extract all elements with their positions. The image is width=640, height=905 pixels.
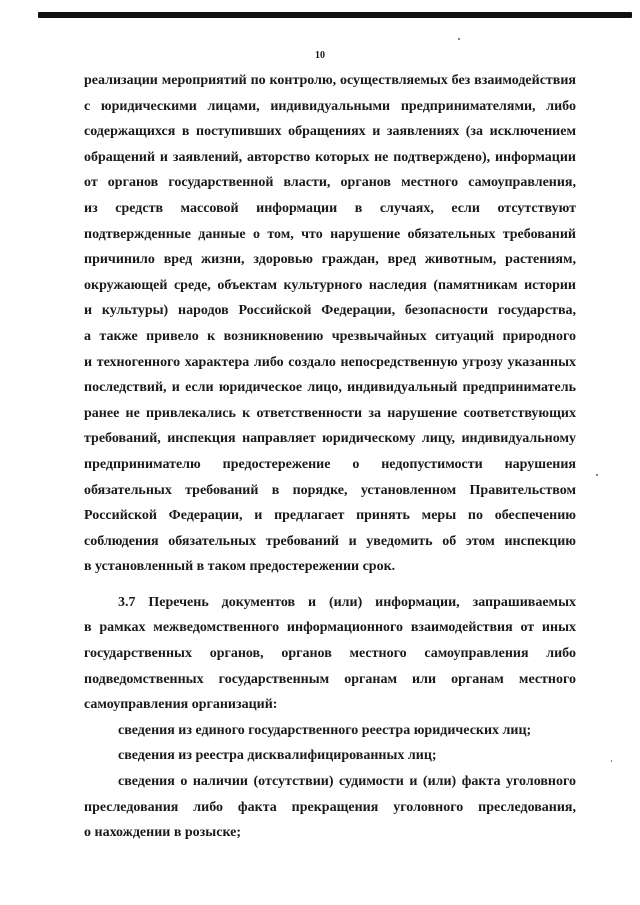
text-line: реализации мероприятий по контролю, осуществляемых без взаимодействия <box>84 73 576 88</box>
text-line: ранее не привлекались к ответственности за нарушение соответствующих <box>84 405 576 421</box>
text-line: соблюдения обязательных требований и уведомить об этом инспекцию <box>84 533 576 549</box>
scan-edge-bar <box>38 12 632 18</box>
text-line: в установленный в таком предостережении срок. <box>84 559 396 575</box>
text-line: от органов государственной власти, органов местного самоуправления, <box>84 175 576 191</box>
paragraph-criminal-record <box>84 769 576 846</box>
document-list <box>84 718 576 769</box>
text-line: содержащихся в поступивших обращениях и заявлениях (за исключением <box>84 124 576 140</box>
text-line: и культуры) народов Российской Федерации, безопасности государства, <box>84 303 576 319</box>
text-line: подтвержденные данные о том, что нарушение обязательных требований <box>84 226 576 242</box>
section-heading-line: 3.7 Перечень документов и (или) информации, запрашиваемых <box>118 594 576 610</box>
text-line: требований, инспекция направляет юридическому лицу, индивидуальному <box>84 431 576 447</box>
text-line: обращений и заявлений, авторство которых не подтверждено), информации <box>84 149 576 165</box>
list-item: сведения из реестра дисквалифицированных лиц; <box>118 748 437 764</box>
text-line: Российской Федерации, и предлагает принять меры по обеспечению <box>84 508 576 524</box>
text-line: с юридическими лицами, индивидуальными предпринимателями, либо <box>84 98 576 114</box>
text-line: подведомственных государственным органам или органам местного <box>84 671 576 687</box>
page-number: 10 <box>315 50 325 61</box>
text-line: о нахождении в розыске; <box>84 825 242 841</box>
text-line: сведения о наличии (отсутствии) судимости и (или) факта уголовного <box>118 774 576 790</box>
text-line: самоуправления организаций: <box>84 697 278 713</box>
paragraph-gap <box>84 580 576 590</box>
text-line: окружающей среде, объектам культурного наследия (памятникам истории <box>84 277 576 293</box>
text-line: обязательных требований в порядке, установленном Правительством <box>84 482 576 498</box>
text-line: последствий, и если юридическое лицо, индивидуальный предприниматель <box>84 380 576 396</box>
paragraph-3-7 <box>84 590 576 718</box>
text-line: из средств массовой информации в случаях, если отсутствуют <box>84 200 576 216</box>
text-line: государственных органов, органов местного самоуправления либо <box>84 646 576 662</box>
scan-speck <box>596 474 598 476</box>
text-line: причинило вред жизни, здоровью граждан, вред животным, растениям, <box>84 252 576 268</box>
text-line: предпринимателю предостережение о недопустимости нарушения <box>84 456 576 472</box>
text-line: преследования либо факта прекращения уголовного преследования, <box>84 799 576 815</box>
document-body <box>84 68 576 846</box>
text-line: и техногенного характера либо создало непосредственную угрозу указанных <box>84 354 576 370</box>
scan-speck <box>458 38 460 40</box>
text-line: а также привело к возникновению чрезвычайных ситуаций природного <box>84 328 576 344</box>
scan-speck <box>611 760 612 762</box>
paragraph-notice <box>84 68 576 580</box>
list-item: сведения из единого государственного реестра юридических лиц; <box>118 722 532 738</box>
text-line: в рамках межведомственного информационного взаимодействия от иных <box>84 620 576 636</box>
